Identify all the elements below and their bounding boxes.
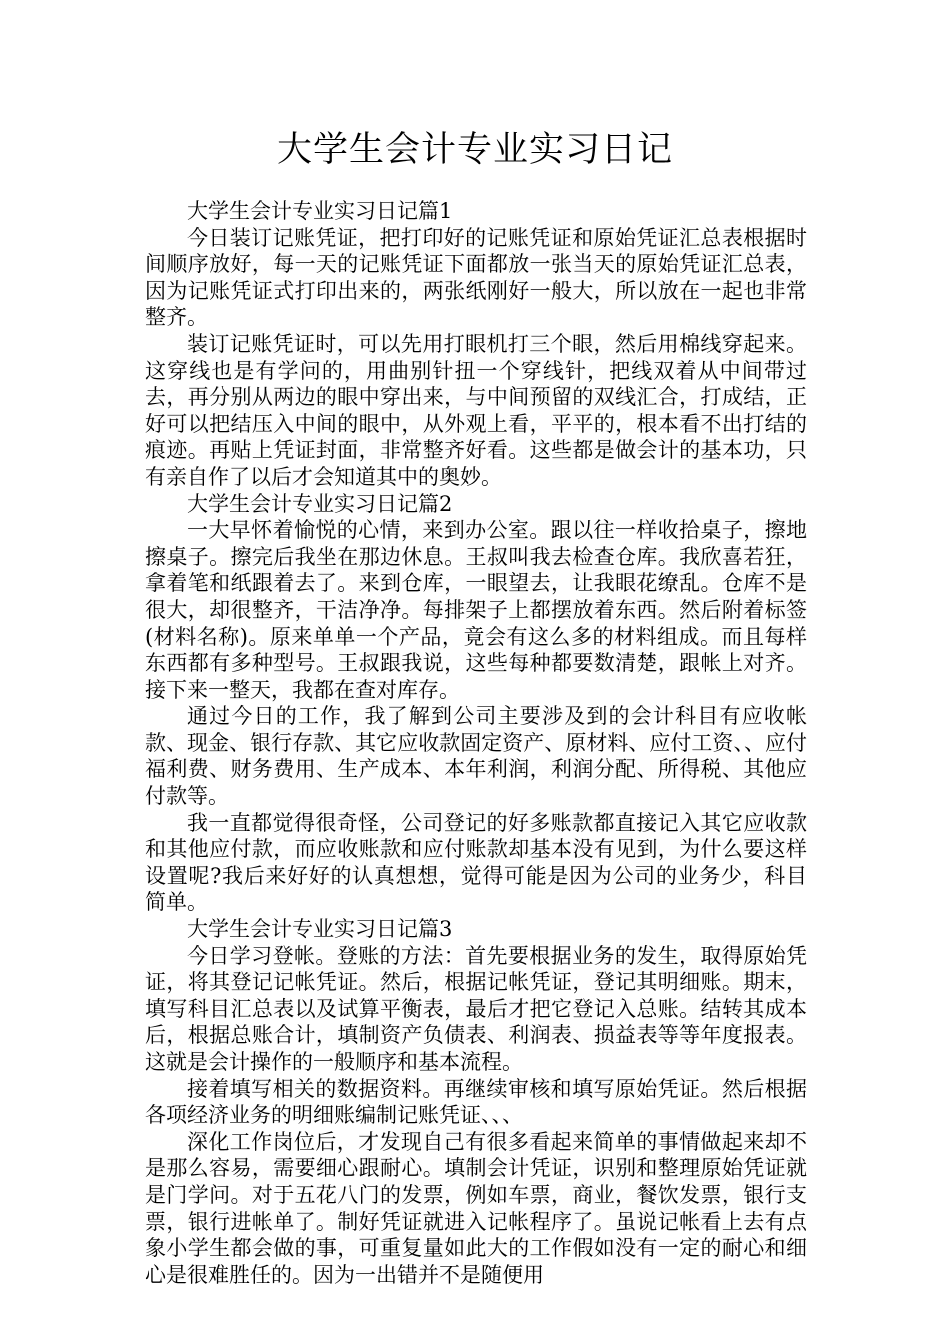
paragraph: 接着填写相关的数据资料。再继续审核和填写原始凭证。然后根据各项经济业务的明细账编制记账凭证、、、 bbox=[145, 1076, 807, 1128]
paragraph: 深化工作岗位后，才发现自己有很多看起来简单的事情做起来却不是那么容易，需要细心跟耐心。填制会计凭证，识别和整理原始凭证就是门学问。对于五花八门的发票，例如车票，商业，餐饮发票，银行支票，银行进帐单了。制好凭证就进入记帐程序了。虽说记帐看上去有点象小学生都会做的事，可重复量如此大的工作假如没有一定的耐心和细心是很难胜任的。因为一出错并不是随便用 bbox=[145, 1129, 807, 1287]
paragraph: 我一直都觉得很奇怪，公司登记的好多账款都直接记入其它应收款和其他应付款，而应收账款和应付账款却基本没有见到，为什么要这样设置呢?我后来好好的认真想想，觉得可能是因为公司的业务少，科目简单。 bbox=[145, 810, 807, 915]
section-heading-3: 大学生会计专业实习日记篇3 bbox=[187, 917, 453, 942]
section-heading-2: 大学生会计专业实习日记篇2 bbox=[187, 491, 453, 516]
paragraph: 通过今日的工作，我了解到公司主要涉及到的会计科目有应收帐款、现金、银行存款、其它应收款固定资产、原材料、应付工资、、应付福利费、财务费用、生产成本、本年利润，利润分配、所得税、其他应付款等。 bbox=[145, 704, 807, 809]
document-body bbox=[145, 198, 807, 1288]
section-heading-1: 大学生会计专业实习日记篇1 bbox=[187, 199, 453, 223]
document-title: 大学生会计专业实习日记 bbox=[276, 130, 673, 170]
paragraph: 装订记账凭证时，可以先用打眼机打三个眼，然后用棉线穿起来。这穿线也是有学问的，用曲别针扭一个穿线针，把线双着从中间带过去，再分别从两边的眼中穿出来，与中间预留的双线汇合，打成结，正好可以把结压入中间的眼中，从外观上看，平平的，根本看不出打结的痕迹。再贴上凭证封面，非常整齐好看。这些都是做会计的基本功，只有亲自作了以后才会知道其中的奥妙。 bbox=[145, 331, 807, 489]
paragraph: 今日学习登帐。登账的方法：首先要根据业务的发生，取得原始凭证，将其登记记帐凭证。然后，根据记帐凭证，登记其明细账。期末，填写科目汇总表以及试算平衡表，最后才把它登记入总账。结转其成本后，根据总账合计，填制资产负债表、利润表、损益表等等年度报表。这就是会计操作的一般顺序和基本流程。 bbox=[145, 943, 807, 1074]
paragraph: 一大早怀着愉悦的心情，来到办公室。跟以往一样收拾桌子，擦地擦桌子。擦完后我坐在那边休息。王叔叫我去检查仓库。我欣喜若狂，拿着笔和纸跟着去了。来到仓库，一眼望去，让我眼花缭乱。仓库不是很大，却很整齐，干洁净净。每排架子上都摆放着东西。然后附着标签(材料名称)。原来单单一个产品，竟会有这么多的材料组成。而且每样东西都有多种型号。王叔跟我说，这些每种都要数清楚，跟帐上对齐。接下来一整天，我都在查对库存。 bbox=[145, 518, 807, 702]
paragraph: 今日装订记账凭证，把打印好的记账凭证和原始凭证汇总表根据时间顺序放好，每一天的记账凭证下面都放一张当天的原始凭证汇总表，因为记账凭证式打印出来的，两张纸刚好一般大，所以放在一起也非常整齐。 bbox=[145, 225, 807, 330]
